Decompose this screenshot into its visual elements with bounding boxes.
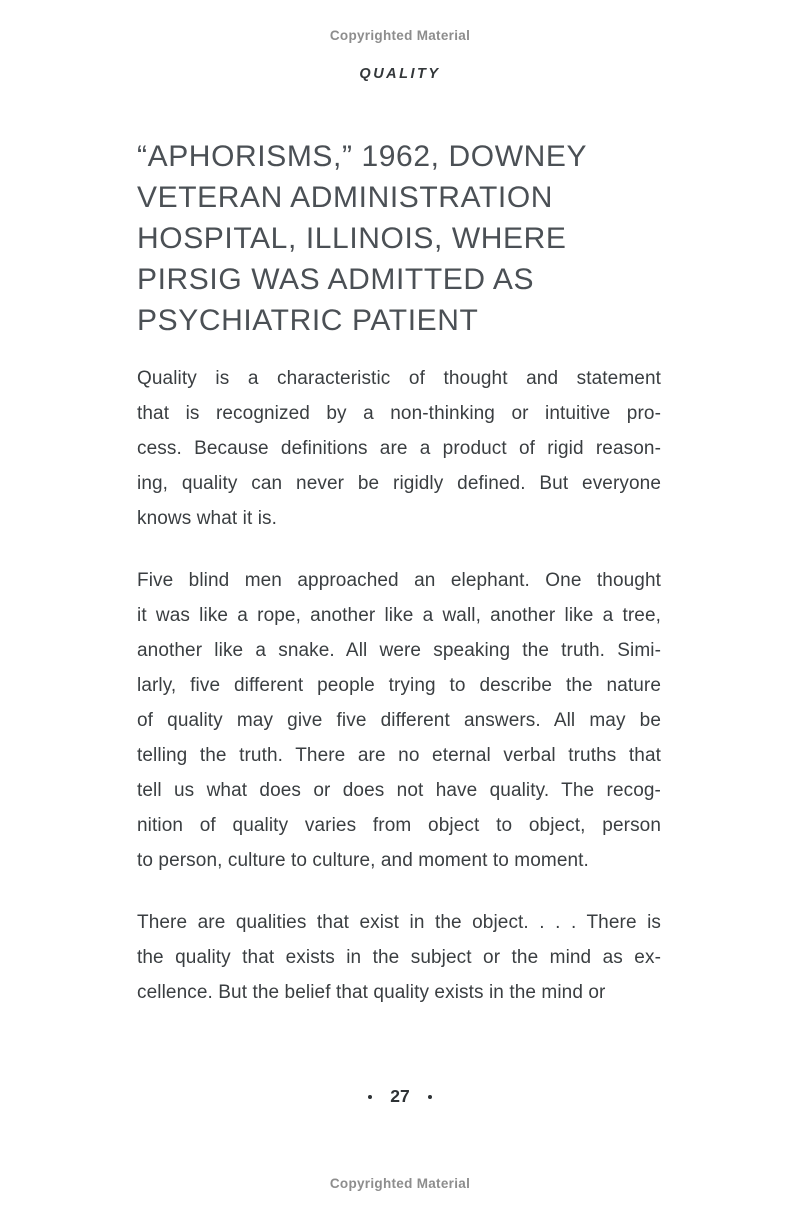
chapter-heading-line: “APHORISMS,” 1962, DOWNEY bbox=[137, 140, 588, 173]
paragraph-line: of quality may give five different answers. All may be bbox=[137, 710, 661, 731]
page-number-dot-left bbox=[368, 1095, 372, 1099]
running-head: QUALITY bbox=[359, 66, 441, 82]
paragraph-line: ing, quality can never be rigidly defined. But everyone bbox=[137, 473, 661, 494]
paragraph-line: Five blind men approached an elephant. One thought bbox=[137, 570, 661, 591]
chapter-heading-line: PIRSIG WAS ADMITTED AS bbox=[137, 263, 535, 296]
paragraph-line: to person, culture to culture, and moment to moment. bbox=[137, 850, 589, 871]
page-number-dot-right bbox=[428, 1095, 432, 1099]
paragraph-line: cess. Because definitions are a product of rigid reason- bbox=[137, 438, 661, 459]
paragraph-line: knows what it is. bbox=[137, 508, 278, 529]
paragraph-line: that is recognized by a non-thinking or intuitive pro- bbox=[137, 403, 661, 424]
copyright-notice-top: Copyrighted Material bbox=[329, 28, 471, 43]
chapter-heading bbox=[137, 136, 661, 341]
paragraph-line: nition of quality varies from object to object, person bbox=[137, 815, 661, 836]
copyright-notice-bottom: Copyrighted Material bbox=[329, 1176, 471, 1191]
chapter-heading-line: VETERAN ADMINISTRATION bbox=[137, 181, 554, 214]
page-content bbox=[137, 136, 661, 1037]
page-number bbox=[0, 1086, 800, 1107]
paragraph-line: telling the truth. There are no eternal verbal truths that bbox=[137, 745, 661, 766]
paragraph-line: it was like a rope, another like a wall, another like a tree, bbox=[137, 605, 661, 626]
page-number-value: 27 bbox=[390, 1086, 410, 1106]
chapter-heading-line: PSYCHIATRIC PATIENT bbox=[137, 304, 479, 337]
paragraph-line: another like a snake. All were speaking the truth. Simi- bbox=[137, 640, 661, 661]
paragraph-line: tell us what does or does not have quality. The recog- bbox=[137, 780, 661, 801]
chapter-heading-line: HOSPITAL, ILLINOIS, WHERE bbox=[137, 222, 567, 255]
paragraph-line: cellence. But the belief that quality exists in the mind or bbox=[137, 982, 606, 1003]
paragraph-line: There are qualities that exist in the object. . . . There is bbox=[137, 912, 661, 933]
paragraph-line: Quality is a characteristic of thought and statement bbox=[137, 368, 661, 389]
paragraph bbox=[137, 361, 661, 536]
paragraph-line: larly, five different people trying to describe the nature bbox=[137, 675, 661, 696]
paragraph-line: the quality that exists in the subject or the mind as ex- bbox=[137, 947, 661, 968]
paragraph bbox=[137, 905, 661, 1010]
paragraph bbox=[137, 563, 661, 878]
